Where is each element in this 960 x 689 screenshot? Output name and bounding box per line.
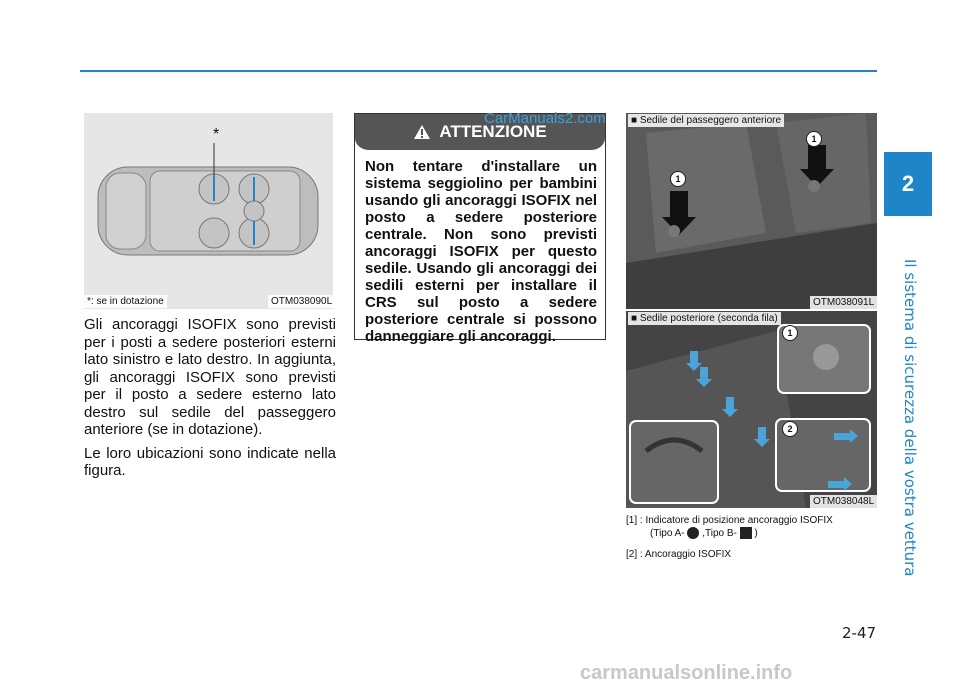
page-number: 2-47 — [842, 624, 877, 642]
legend-item-2: [2] : Ancoraggio ISOFIX — [626, 549, 732, 560]
child-seat-type-a-icon — [687, 527, 699, 539]
paragraph-1: Gli ancoraggi ISOFIX sono previsti per i posti a sedere posteriori esterni lato sinistro e lato destro. In aggiunta, gli ancoraggi ISOFIX sono previsti per il posto a sedere esterno lato destro sul sedile del passeggero anteriore (se in dotazione). — [84, 316, 336, 438]
optional-marker: * — [213, 126, 220, 143]
legend-item-1 — [626, 514, 886, 540]
car-top-view-figure — [84, 113, 333, 309]
child-seat-type-b-icon — [740, 527, 752, 539]
watermark-bottom: carmanualsonline.info — [580, 662, 793, 684]
car-top-view-illustration — [84, 113, 333, 309]
figure-note: *: se in dotazione — [84, 295, 167, 308]
legend-item-1-line-1: [1] : Indicatore di posizione ancoraggio ISOFIX — [626, 515, 833, 526]
legend-tipo-a: (Tipo A- — [650, 528, 685, 539]
front-seat-figure — [626, 113, 877, 309]
figure-code: OTM038048L — [810, 495, 877, 508]
figure-caption: ■ Sedile posteriore (seconda fila) — [628, 312, 781, 325]
warning-box — [354, 113, 606, 345]
chapter-title: Il sistema di sicurezza della vostra vettura — [901, 259, 919, 577]
rear-seat-photo — [626, 311, 877, 508]
chapter-number: 2 — [901, 171, 915, 196]
rear-seat-figure — [626, 311, 877, 508]
watermark-top: CarManuals2.com — [484, 110, 606, 127]
legend-close-paren: ) — [754, 528, 758, 539]
body-text — [84, 316, 336, 486]
figure-legend — [626, 514, 886, 569]
figure-caption: ■ Sedile del passeggero anteriore — [628, 114, 784, 127]
figure-code: OTM038090L — [268, 295, 333, 308]
chapter-tab[interactable] — [884, 152, 932, 216]
warning-text: Non tentare d'installare un sistema seggiolino per bambini usando gli ancoraggi ISOFIX nel posto a sedere posteriore centrale. Non sono previsti ancoraggi ISOFIX per questo sedile. Usando gli ancoraggi dei sedili esterni per installare il CRS sul posto a sedere posteriore centrale si possono danneggiare gli ancoraggi. — [365, 158, 597, 345]
figure-code: OTM038091L — [810, 296, 877, 309]
header-rule — [80, 70, 877, 72]
paragraph-2: Le loro ubicazioni sono indicate nella figura. — [84, 444, 336, 479]
front-seat-photo — [626, 113, 877, 309]
warning-title: ATTENZIONE — [439, 122, 547, 141]
badge-1-right: 1 — [806, 131, 822, 147]
badge-2: 2 — [782, 421, 798, 437]
warning-triangle-icon — [413, 124, 431, 140]
badge-1: 1 — [782, 325, 798, 341]
legend-tipo-b: ,Tipo B- — [702, 528, 737, 539]
badge-1-left: 1 — [670, 171, 686, 187]
